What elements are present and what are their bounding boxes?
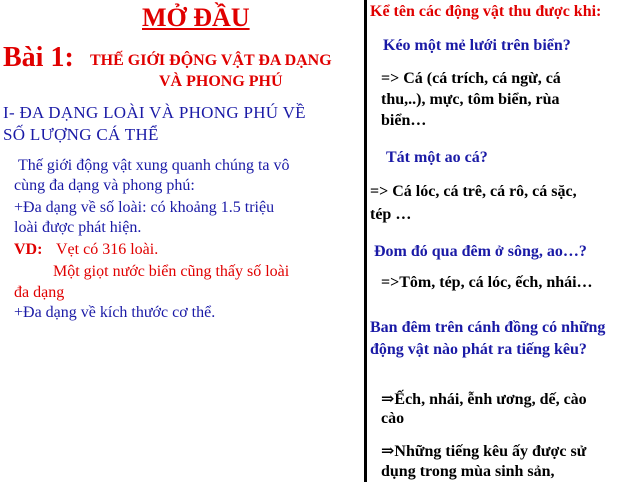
example-line2: Một giọt nước biển cũng thấy số loài xyxy=(53,263,290,280)
example-label: VD: xyxy=(14,241,43,258)
answer-3: =>Tôm, tép, cá lóc, ếch, nhái… xyxy=(381,274,593,291)
page-title: MỞ ĐẦU xyxy=(142,3,250,32)
point1-line1: +Đa dạng về số loài: có khoảng 1.5 triệu xyxy=(14,199,275,216)
answer-2-line1: => Cá lóc, cá trê, cá rô, cá sặc, xyxy=(370,183,577,200)
lesson-label: Bài 1: xyxy=(3,42,74,73)
question-1: Kéo một mẻ lưới trên biển? xyxy=(383,37,571,54)
right-heading: Kể tên các động vật thu được khi: xyxy=(370,3,602,20)
section-heading-line2: SỐ LƯỢNG CÁ THỂ xyxy=(3,125,159,144)
answer-1-line2: thu,..), mực, tôm biển, rùa xyxy=(381,91,560,108)
lesson-title-line2: VÀ PHONG PHÚ xyxy=(159,73,283,90)
question-4-line2: động vật nào phát ra tiếng kêu? xyxy=(370,341,587,358)
answer-4-line1: ⇒Ếch, nhái, ễnh ương, dế, cào xyxy=(381,391,587,408)
intro-line2: cùng đa dạng và phong phú: xyxy=(14,177,195,194)
answer-1-line3: biển… xyxy=(381,112,427,129)
answer-5-line2: dụng trong mùa sinh sản, xyxy=(381,463,555,480)
point2: +Đa dạng về kích thước cơ thể. xyxy=(14,304,216,321)
question-4-line1: Ban đêm trên cánh đồng có những xyxy=(370,319,606,336)
answer-2-line2: tép … xyxy=(370,206,412,223)
intro-line1: Thế giới động vật xung quanh chúng ta vô xyxy=(18,157,290,174)
answer-4-line2: cào xyxy=(381,410,405,427)
answer-5-line1: ⇒Những tiếng kêu ấy được sử xyxy=(381,443,587,460)
question-3: Đom đó qua đêm ở sông, ao…? xyxy=(374,243,587,260)
column-divider xyxy=(364,0,367,482)
lesson-title-line1: THẾ GIỚI ĐỘNG VẬT ĐA DẠNG xyxy=(90,52,332,69)
point1-line2: loài được phát hiện. xyxy=(14,219,142,236)
answer-1-line1: => Cá (cá trích, cá ngừ, cá xyxy=(381,70,561,87)
example-line1: Vẹt có 316 loài. xyxy=(56,241,159,258)
question-2: Tát một ao cá? xyxy=(386,149,488,166)
example-line3: đa dạng xyxy=(14,284,65,301)
section-heading-line1: I- ĐA DẠNG LOÀI VÀ PHONG PHÚ VỀ xyxy=(3,103,306,122)
